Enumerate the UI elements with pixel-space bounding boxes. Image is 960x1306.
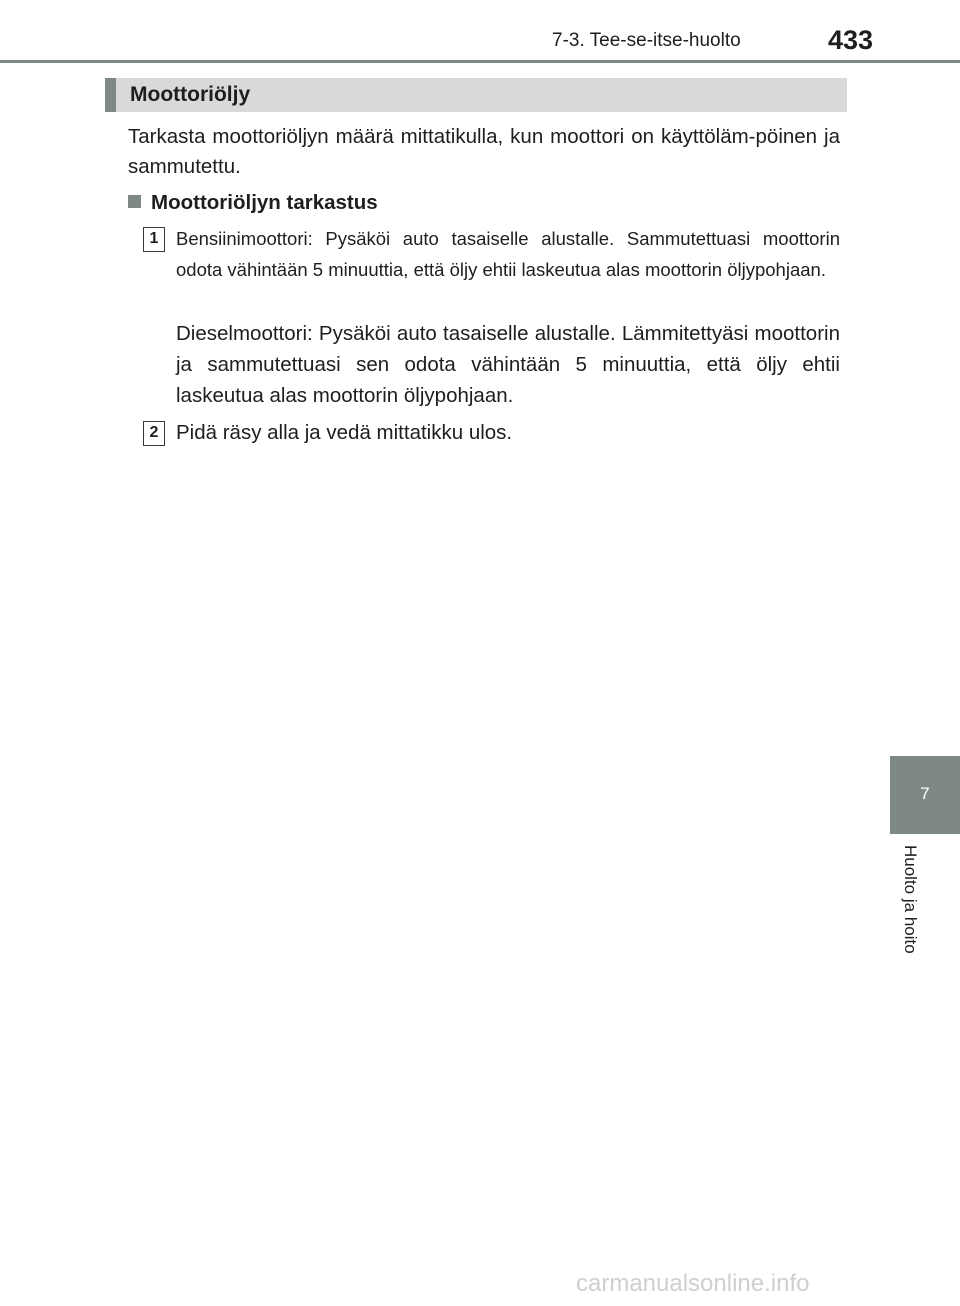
chapter-number: 7 <box>920 784 930 803</box>
intro-paragraph: Tarkasta moottoriöljyn määrä mittatikulla, kun moottori on käyttöläm-pöinen ja sammutettu. <box>128 125 840 178</box>
step-number-2: 2 <box>143 421 165 446</box>
step-1-petrol-text: Bensiinimoottori: Pysäköi auto tasaiselle alustalle. Sammutettuasi moottorin odota vähintään 5 minuuttia, että öljy ehtii laskeutua alas moottorin öljypohjaan. <box>176 228 840 280</box>
section-header: 7-3. Tee-se-itse-huolto <box>552 30 741 51</box>
watermark: carmanualsonline.info <box>576 1270 810 1297</box>
subheading-text: Moottoriöljyn tarkastus <box>151 191 378 214</box>
header-rule <box>0 60 960 63</box>
chapter-label: Huolto ja hoito <box>901 845 920 954</box>
chapter-tab <box>890 756 960 834</box>
section-title-bar <box>105 78 847 112</box>
step-number-1: 1 <box>143 227 165 252</box>
square-bullet-icon <box>128 195 141 208</box>
subheading <box>128 188 378 218</box>
step-1-diesel-text: Dieselmoottori: Pysäköi auto tasaiselle alustalle. Lämmitettyäsi moottorin ja sammutettuasi sen odota vähintään 5 minuuttia, että öljy ehtii laskeutua alas moottorin öljypohjaan. <box>176 322 840 407</box>
section-title: Moottoriöljy <box>130 83 251 106</box>
step-2-text: Pidä räsy alla ja vedä mittatikku ulos. <box>176 421 513 444</box>
page-number: 433 <box>828 25 874 55</box>
